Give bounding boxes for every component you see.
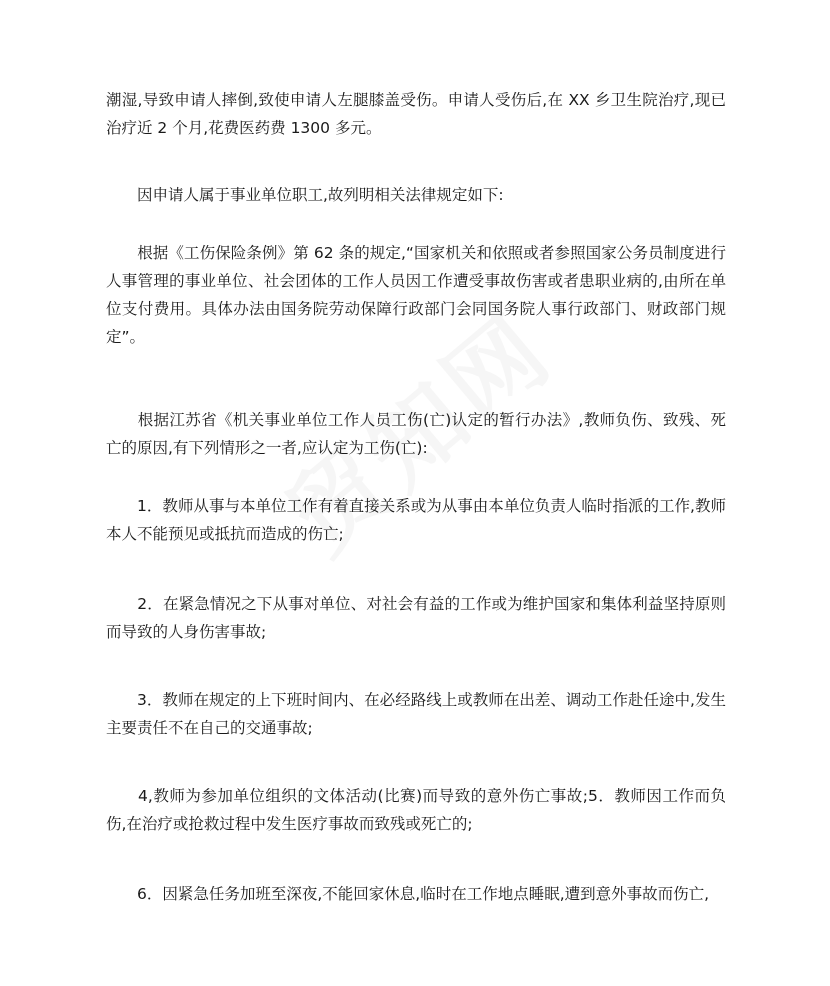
- list-item-3: 3．教师在规定的上下班时间内、在必经路线上或教师在出差、调动工作赴任途中,发生主要责任不在自己的交通事故;: [106, 691, 726, 737]
- paragraph-legal-intro: 因申请人属于事业单位职工,故列明相关法律规定如下:: [106, 186, 504, 204]
- paragraph-jiangsu-measures: 根据江苏省《机关事业单位工作人员工伤(亡)认定的暂行办法》,教师负伤、致残、死亡的原因,有下列情形之一者,应认定为工伤(亡):: [106, 411, 726, 457]
- list-item-1: 1．教师从事与本单位工作有着直接关系或为从事由本单位负责人临时指派的工作,教师本人不能预见或抵抗而造成的伤亡;: [106, 497, 726, 543]
- list-item-4-5: 4,教师为参加单位组织的文体活动(比赛)而导致的意外伤亡事故;5．教师因工作而负伤,在治疗或抢救过程中发生医疗事故而致残或死亡的;: [106, 787, 726, 833]
- list-item-6: 6．因紧急任务加班至深夜,不能回家休息,临时在工作地点睡眠,遭到意外事故而伤亡,: [106, 885, 710, 903]
- paragraph-regulation-62: 根据《工伤保险条例》第 62 条的规定,“国家机关和依照或者参照国家公务员制度进行人事管理的事业单位、社会团体的工作人员因工作遭受事故伤害或者患职业病的,由所在单位支付费用。具体办法由国务院劳动保障行政部门会同国务院人事行政部门、财政部门规定”。: [106, 244, 726, 346]
- list-item-2: 2．在紧急情况之下从事对单位、对社会有益的工作或为维护国家和集体利益坚持原则而导致的人身伤害事故;: [106, 595, 726, 641]
- paragraph-injury-description: 潮湿,导致申请人摔倒,致使申请人左腿膝盖受伤。申请人受伤后,在 XX 乡卫生院治疗,现已治疗近 2 个月,花费医药费 1300 多元。: [106, 91, 726, 137]
